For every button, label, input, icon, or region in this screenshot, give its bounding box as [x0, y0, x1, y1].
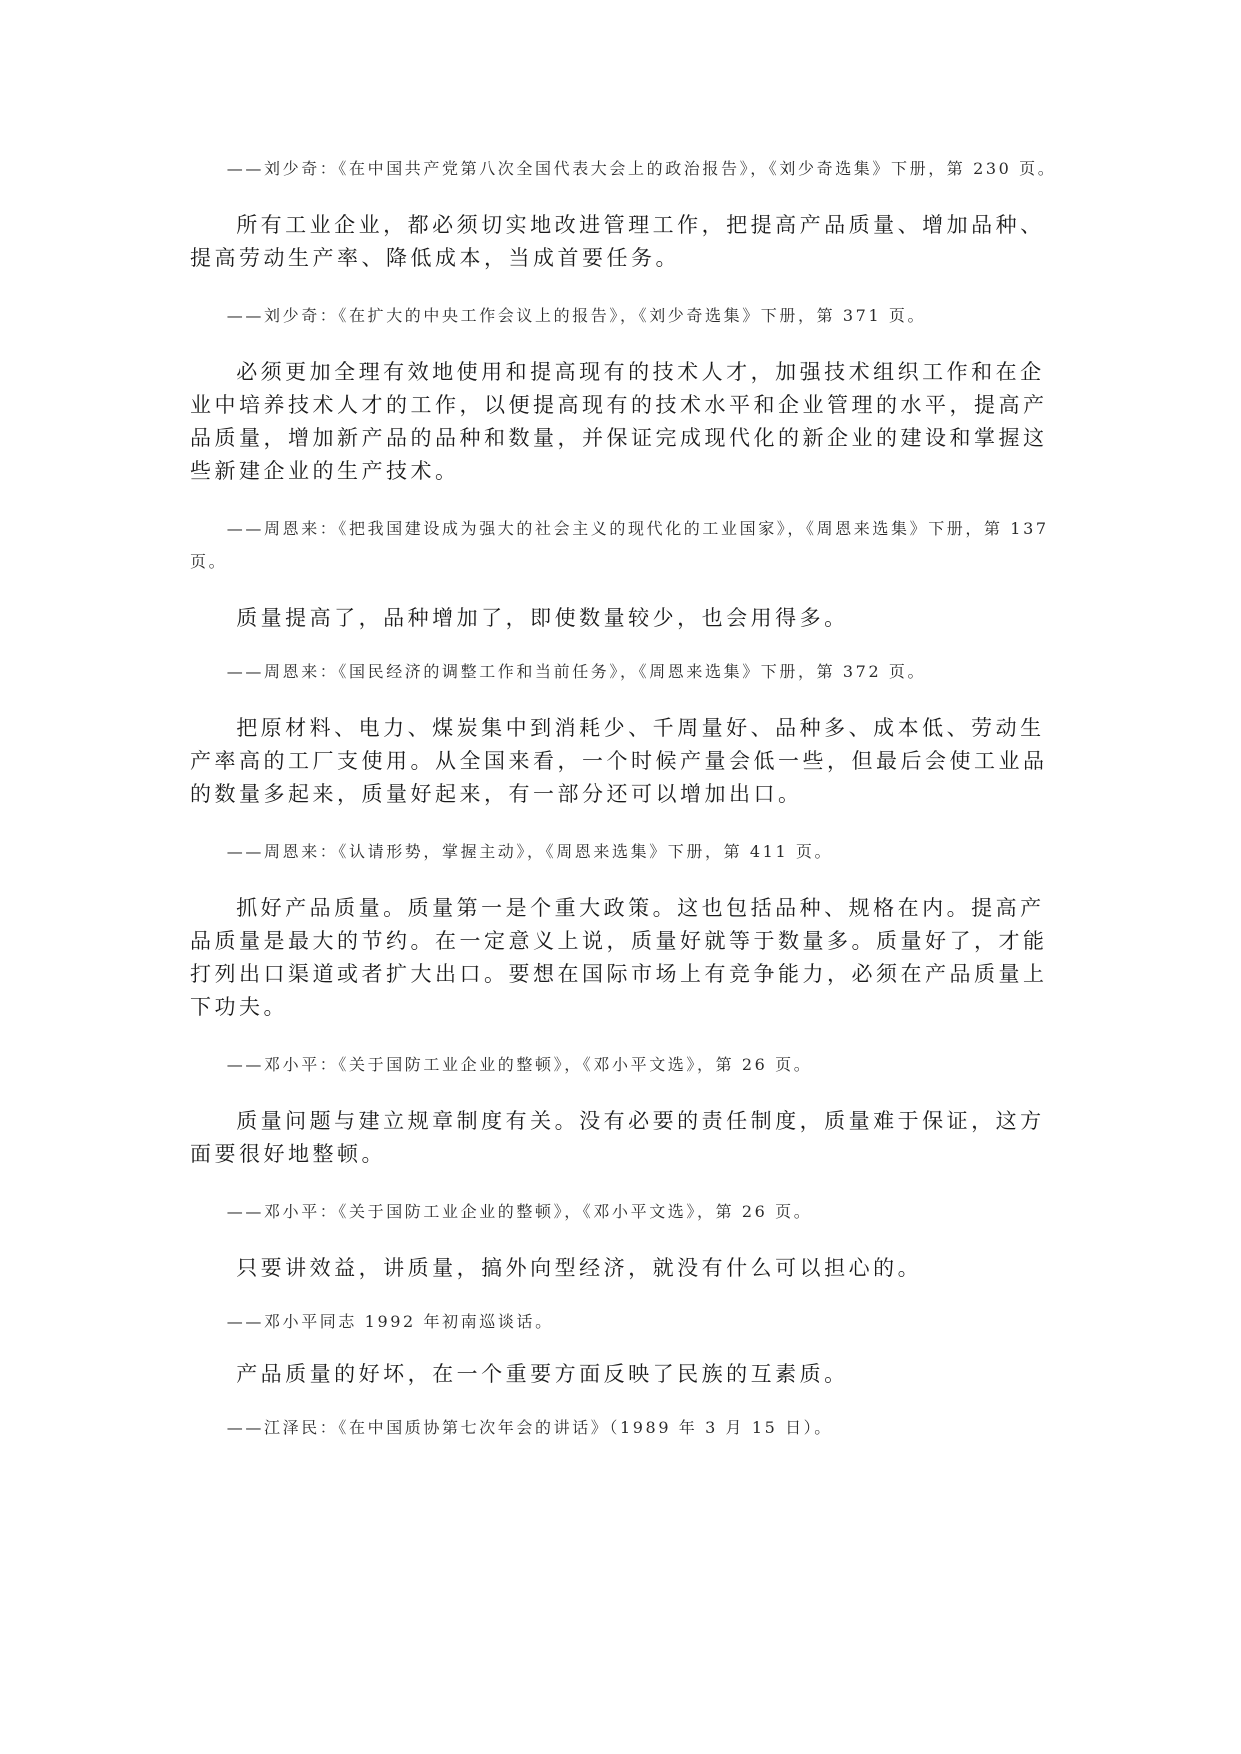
quote-paragraph: 把原材料、电力、煤炭集中到消耗少、千周量好、品种多、成本低、劳动生产率高的工厂支使用。从全国来看，一个时候产量会低一些，但最后会使工业品的数量多起来，质量好起来，有一部分还可以增加出口。 [190, 716, 1048, 806]
quote-paragraph: 只要讲效益，讲质量，搞外向型经济，就没有什么可以担心的。 [236, 1256, 923, 1280]
citation-source: ——邓小平同志 1992 年初南巡谈话。 [226, 1312, 554, 1331]
document-body [190, 152, 1058, 1444]
citation-source: ——周恩来：《把我国建设成为强大的社会主义的现代化的工业国家》，《周恩来选集》下册，第 137 页。 [190, 519, 1049, 571]
citation-source: ——刘少奇：《在扩大的中央工作会议上的报告》，《刘少奇选集》下册，第 371 页。 [226, 306, 927, 325]
citation-source: ——刘少奇：《在中国共产党第八次全国代表大会上的政治报告》，《刘少奇选集》下册，第 230 页。 [226, 159, 1057, 178]
quote-paragraph: 质量问题与建立规章制度有关。没有必要的责任制度，质量难于保证，这方面要很好地整顿。 [190, 1109, 1045, 1166]
quote-paragraph: 产品质量的好坏，在一个重要方面反映了民族的互素质。 [236, 1362, 849, 1386]
quote-paragraph: 所有工业企业，都必须切实地改进管理工作，把提高产品质量、增加品种、提高劳动生产率、降低成本，当成首要任务。 [190, 213, 1045, 270]
quote-paragraph: 必须更加全理有效地使用和提高现有的技术人才，加强技术组织工作和在企业中培养技术人才的工作，以便提高现有的技术水平和企业管理的水平，提高产品质量，增加新产品的品种和数量，并保证完成现代化的新企业的建设和掌握这些新建企业的生产技术。 [190, 360, 1048, 483]
quote-paragraph: 抓好产品质量。质量第一是个重大政策。这也包括品种、规格在内。提高产品质量是最大的节约。在一定意义上说，质量好就等于数量多。质量好了，才能打列出口渠道或者扩大出口。要想在国际市场上有竞争能力，必须在产品质量上下功夫。 [190, 896, 1048, 1019]
citation-source: ——江泽民：《在中国质协第七次年会的讲话》（1989 年 3 月 15 日）。 [226, 1418, 833, 1437]
quote-paragraph: 质量提高了，品种增加了，即使数量较少，也会用得多。 [236, 606, 849, 630]
citation-source: ——周恩来：《认请形势，掌握主动》，《周恩来选集》下册，第 411 页。 [226, 842, 834, 861]
citation-source: ——邓小平：《关于国防工业企业的整顿》，《邓小平文选》，第 26 页。 [226, 1202, 813, 1221]
citation-source: ——邓小平：《关于国防工业企业的整顿》，《邓小平文选》，第 26 页。 [226, 1055, 813, 1074]
citation-source: ——周恩来：《国民经济的调整工作和当前任务》，《周恩来选集》下册，第 372 页。 [226, 662, 927, 681]
